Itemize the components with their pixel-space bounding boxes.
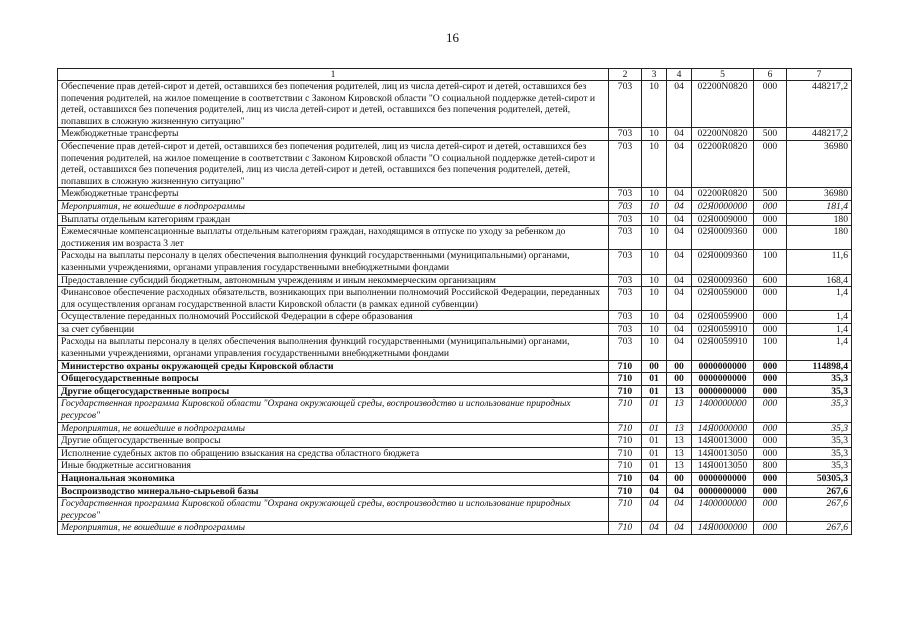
- target-article-code-cell: 02Я0059910: [692, 323, 754, 336]
- table-row: [58, 188, 852, 201]
- subsection-code-cell: 13: [667, 435, 692, 448]
- expense-type-code-cell: 000: [754, 213, 787, 226]
- subsection-code-cell: 00: [667, 360, 692, 373]
- section-code-cell: 04: [642, 473, 667, 486]
- table-row: [58, 498, 852, 522]
- ministry-code-cell: 710: [609, 422, 642, 435]
- subsection-code-cell: 13: [667, 385, 692, 398]
- row-name-cell: Расходы на выплаты персоналу в целях обеспечения выполнения функций государственными (муниципальными) органами, казенными учреждениями, органами управления государственными внебюджетными фондами: [58, 336, 609, 360]
- table-row: [58, 287, 852, 311]
- subsection-code-cell: 04: [667, 323, 692, 336]
- page-number: 16: [446, 30, 459, 45]
- subsection-code-cell: 04: [667, 226, 692, 250]
- row-name-cell: Межбюджетные трансферты: [58, 128, 609, 141]
- expense-type-code-cell: 000: [754, 485, 787, 498]
- row-name-cell: Воспроизводство минерально-сырьевой базы: [58, 485, 609, 498]
- ministry-code-cell: 710: [609, 398, 642, 422]
- subsection-code-cell: 04: [667, 140, 692, 187]
- row-name-cell: Министерство охраны окружающей среды Кировской области: [58, 360, 609, 373]
- section-code-cell: 01: [642, 447, 667, 460]
- table-row: [58, 336, 852, 360]
- ministry-code-cell: 703: [609, 311, 642, 324]
- section-code-cell: 10: [642, 323, 667, 336]
- subsection-code-cell: 04: [667, 336, 692, 360]
- section-code-cell: 01: [642, 435, 667, 448]
- target-article-code-cell: 02Я0000000: [692, 200, 754, 213]
- row-name-cell: Ежемесячные компенсационные выплаты отдельным категориям граждан, находящимся в отпуске по уходу за ребенком до достижения им возраста 3 лет: [58, 226, 609, 250]
- subsection-code-cell: 04: [667, 274, 692, 287]
- row-name-cell: Предоставление субсидий бюджетным, автономным учреждениям и иным некоммерческим организациям: [58, 274, 609, 287]
- row-name-cell: Национальная экономика: [58, 473, 609, 486]
- table-row: [58, 398, 852, 422]
- ministry-code-cell: 703: [609, 200, 642, 213]
- subsection-code-cell: 13: [667, 460, 692, 473]
- target-article-code-cell: 14Я0013050: [692, 447, 754, 460]
- table-row: [58, 422, 852, 435]
- row-name-cell: Другие общегосударственные вопросы: [58, 435, 609, 448]
- row-name-cell: Мероприятия, не вошедшие в подпрограммы: [58, 200, 609, 213]
- amount-cell: 35,3: [787, 385, 852, 398]
- row-name-cell: Государственная программа Кировской области "Охрана окружающей среды, воспроизводство и использование природных ресурсов": [58, 398, 609, 422]
- ministry-code-cell: 710: [609, 485, 642, 498]
- ministry-code-cell: 703: [609, 226, 642, 250]
- target-article-code-cell: 1400000000: [692, 498, 754, 522]
- expense-type-code-cell: 000: [754, 140, 787, 187]
- ministry-code-cell: 710: [609, 498, 642, 522]
- expense-type-code-cell: 000: [754, 435, 787, 448]
- row-name-cell: Расходы на выплаты персоналу в целях обеспечения выполнения функций государственными (муниципальными) органами, казенными учреждениями, органами управления государственными внебюджетными фондами: [58, 250, 609, 274]
- section-code-cell: 10: [642, 226, 667, 250]
- section-code-cell: 10: [642, 274, 667, 287]
- target-article-code-cell: 02Я0009360: [692, 226, 754, 250]
- table-row: [58, 485, 852, 498]
- amount-cell: 35,3: [787, 435, 852, 448]
- ministry-code-cell: 710: [609, 447, 642, 460]
- amount-cell: 35,3: [787, 373, 852, 386]
- subsection-code-cell: 04: [667, 287, 692, 311]
- section-code-cell: 10: [642, 128, 667, 141]
- target-article-code-cell: 02Я0059910: [692, 336, 754, 360]
- section-code-cell: 10: [642, 188, 667, 201]
- target-article-code-cell: 14Я0013000: [692, 435, 754, 448]
- table-row: [58, 200, 852, 213]
- table-row: [58, 323, 852, 336]
- subsection-code-cell: 00: [667, 373, 692, 386]
- table-row: [58, 373, 852, 386]
- row-name-cell: Государственная программа Кировской области "Охрана окружающей среды, воспроизводство и использование природных ресурсов": [58, 498, 609, 522]
- column-header: 7: [787, 69, 852, 81]
- row-name-cell: Мероприятия, не вошедшие в подпрограммы: [58, 522, 609, 535]
- subsection-code-cell: 04: [667, 485, 692, 498]
- ministry-code-cell: 703: [609, 250, 642, 274]
- row-name-cell: Выплаты отдельным категориям граждан: [58, 213, 609, 226]
- subsection-code-cell: 13: [667, 398, 692, 422]
- section-code-cell: 10: [642, 311, 667, 324]
- ministry-code-cell: 703: [609, 128, 642, 141]
- amount-cell: 267,6: [787, 498, 852, 522]
- expense-type-code-cell: 000: [754, 398, 787, 422]
- section-code-cell: 01: [642, 422, 667, 435]
- section-code-cell: 04: [642, 485, 667, 498]
- amount-cell: 36980: [787, 140, 852, 187]
- expense-type-code-cell: 500: [754, 188, 787, 201]
- amount-cell: 181,4: [787, 200, 852, 213]
- column-header: 3: [642, 69, 667, 81]
- ministry-code-cell: 703: [609, 287, 642, 311]
- target-article-code-cell: 02200R0820: [692, 188, 754, 201]
- row-name-cell: Финансовое обеспечение расходных обязательств, возникающих при выполнении полномочий Российской Федерации, переданных для осуществления органам государственной власти Кировской области (в рамках единой субвенции): [58, 287, 609, 311]
- expense-type-code-cell: 000: [754, 422, 787, 435]
- amount-cell: 267,6: [787, 522, 852, 535]
- target-article-code-cell: 0000000000: [692, 485, 754, 498]
- row-name-cell: Общегосударственные вопросы: [58, 373, 609, 386]
- row-name-cell: Обеспечение прав детей-сирот и детей, оставшихся без попечения родителей, лиц из числа детей-сирот и детей, оставшихся без попечения родителей, на жилое помещение в соответствии с Законом Кировской области "О социальной поддержке детей-сирот и детей, оставшихся без попечения родителей, лиц из числа детей-сирот и детей, оставшихся без попечения родителей, детей, попавших в сложную жизненную ситуацию": [58, 140, 609, 187]
- table-row: [58, 128, 852, 141]
- subsection-code-cell: 04: [667, 498, 692, 522]
- section-code-cell: 10: [642, 287, 667, 311]
- row-name-cell: Исполнение судебных актов по обращению взыскания на средства областного бюджета: [58, 447, 609, 460]
- amount-cell: 267,6: [787, 485, 852, 498]
- budget-table: [57, 68, 852, 535]
- amount-cell: 11,6: [787, 250, 852, 274]
- target-article-code-cell: 0000000000: [692, 360, 754, 373]
- section-code-cell: 10: [642, 140, 667, 187]
- section-code-cell: 10: [642, 250, 667, 274]
- table-row: [58, 460, 852, 473]
- row-name-cell: Другие общегосударственные вопросы: [58, 385, 609, 398]
- row-name-cell: Осуществление переданных полномочий Российской Федерации в сфере образования: [58, 311, 609, 324]
- ministry-code-cell: 710: [609, 385, 642, 398]
- target-article-code-cell: 02Я0009360: [692, 274, 754, 287]
- ministry-code-cell: 703: [609, 274, 642, 287]
- section-code-cell: 10: [642, 336, 667, 360]
- ministry-code-cell: 703: [609, 213, 642, 226]
- amount-cell: 1,4: [787, 311, 852, 324]
- table-row: [58, 360, 852, 373]
- column-header: 1: [58, 69, 609, 81]
- target-article-code-cell: 02200N0820: [692, 81, 754, 128]
- amount-cell: 35,3: [787, 398, 852, 422]
- amount-cell: 36980: [787, 188, 852, 201]
- subsection-code-cell: 13: [667, 447, 692, 460]
- target-article-code-cell: 14Я0013050: [692, 460, 754, 473]
- amount-cell: 35,3: [787, 422, 852, 435]
- row-name-cell: Межбюджетные трансферты: [58, 188, 609, 201]
- table-row: [58, 81, 852, 128]
- ministry-code-cell: 703: [609, 323, 642, 336]
- section-code-cell: 10: [642, 200, 667, 213]
- section-code-cell: 04: [642, 522, 667, 535]
- expense-type-code-cell: 000: [754, 473, 787, 486]
- section-code-cell: 01: [642, 385, 667, 398]
- expense-type-code-cell: 000: [754, 385, 787, 398]
- table-row: [58, 226, 852, 250]
- subsection-code-cell: 04: [667, 200, 692, 213]
- subsection-code-cell: 04: [667, 311, 692, 324]
- amount-cell: 168,4: [787, 274, 852, 287]
- row-name-cell: Иные бюджетные ассигнования: [58, 460, 609, 473]
- expense-type-code-cell: 000: [754, 522, 787, 535]
- table-body: [58, 81, 852, 535]
- target-article-code-cell: 0000000000: [692, 373, 754, 386]
- expense-type-code-cell: 000: [754, 373, 787, 386]
- expense-type-code-cell: 000: [754, 323, 787, 336]
- table-row: [58, 274, 852, 287]
- subsection-code-cell: 04: [667, 128, 692, 141]
- section-code-cell: 01: [642, 398, 667, 422]
- ministry-code-cell: 710: [609, 473, 642, 486]
- table-row: [58, 250, 852, 274]
- table-row: [58, 311, 852, 324]
- subsection-code-cell: 04: [667, 81, 692, 128]
- amount-cell: 50305,3: [787, 473, 852, 486]
- expense-type-code-cell: 800: [754, 460, 787, 473]
- amount-cell: 448217,2: [787, 81, 852, 128]
- table-row: [58, 447, 852, 460]
- expense-type-code-cell: 000: [754, 498, 787, 522]
- amount-cell: 448217,2: [787, 128, 852, 141]
- subsection-code-cell: 04: [667, 250, 692, 274]
- ministry-code-cell: 703: [609, 140, 642, 187]
- ministry-code-cell: 703: [609, 188, 642, 201]
- section-code-cell: 10: [642, 213, 667, 226]
- column-header: 5: [692, 69, 754, 81]
- subsection-code-cell: 04: [667, 213, 692, 226]
- expense-type-code-cell: 000: [754, 200, 787, 213]
- expense-type-code-cell: 500: [754, 128, 787, 141]
- row-name-cell: за счет субвенции: [58, 323, 609, 336]
- expense-type-code-cell: 000: [754, 226, 787, 250]
- ministry-code-cell: 710: [609, 435, 642, 448]
- table-row: [58, 522, 852, 535]
- column-header: 6: [754, 69, 787, 81]
- column-header: 2: [609, 69, 642, 81]
- target-article-code-cell: 0000000000: [692, 473, 754, 486]
- target-article-code-cell: 1400000000: [692, 398, 754, 422]
- target-article-code-cell: 02Я0059900: [692, 311, 754, 324]
- expense-type-code-cell: 600: [754, 274, 787, 287]
- amount-cell: 1,4: [787, 287, 852, 311]
- subsection-code-cell: 04: [667, 522, 692, 535]
- expense-type-code-cell: 100: [754, 250, 787, 274]
- amount-cell: 1,4: [787, 323, 852, 336]
- ministry-code-cell: 703: [609, 336, 642, 360]
- expense-type-code-cell: 000: [754, 447, 787, 460]
- target-article-code-cell: 02200R0820: [692, 140, 754, 187]
- row-name-cell: Мероприятия, не вошедшие в подпрограммы: [58, 422, 609, 435]
- section-code-cell: 10: [642, 81, 667, 128]
- expense-type-code-cell: 000: [754, 287, 787, 311]
- ministry-code-cell: 710: [609, 460, 642, 473]
- target-article-code-cell: 02Я0009360: [692, 250, 754, 274]
- ministry-code-cell: 710: [609, 360, 642, 373]
- table-row: [58, 385, 852, 398]
- table-header-row: [58, 69, 852, 81]
- expense-type-code-cell: 000: [754, 360, 787, 373]
- section-code-cell: 00: [642, 360, 667, 373]
- expense-type-code-cell: 000: [754, 311, 787, 324]
- amount-cell: 1,4: [787, 336, 852, 360]
- expense-type-code-cell: 100: [754, 336, 787, 360]
- section-code-cell: 01: [642, 373, 667, 386]
- target-article-code-cell: 14Я0000000: [692, 422, 754, 435]
- ministry-code-cell: 710: [609, 522, 642, 535]
- target-article-code-cell: 02Я0059000: [692, 287, 754, 311]
- target-article-code-cell: 02200N0820: [692, 128, 754, 141]
- amount-cell: 114898,4: [787, 360, 852, 373]
- amount-cell: 180: [787, 226, 852, 250]
- column-header: 4: [667, 69, 692, 81]
- subsection-code-cell: 13: [667, 422, 692, 435]
- subsection-code-cell: 04: [667, 188, 692, 201]
- target-article-code-cell: 14Я0000000: [692, 522, 754, 535]
- target-article-code-cell: 02Я0009000: [692, 213, 754, 226]
- amount-cell: 180: [787, 213, 852, 226]
- table-row: [58, 213, 852, 226]
- table-row: [58, 140, 852, 187]
- expense-type-code-cell: 000: [754, 81, 787, 128]
- ministry-code-cell: 710: [609, 373, 642, 386]
- subsection-code-cell: 00: [667, 473, 692, 486]
- amount-cell: 35,3: [787, 447, 852, 460]
- section-code-cell: 04: [642, 498, 667, 522]
- row-name-cell: Обеспечение прав детей-сирот и детей, оставшихся без попечения родителей, лиц из числа детей-сирот и детей, оставшихся без попечения родителей, на жилое помещение в соответствии с Законом Кировской области "О социальной поддержке детей-сирот и детей, оставшихся без попечения родителей, лиц из числа детей-сирот и детей, оставшихся без попечения родителей, детей, попавших в сложную жизненную ситуацию": [58, 81, 609, 128]
- target-article-code-cell: 0000000000: [692, 385, 754, 398]
- section-code-cell: 01: [642, 460, 667, 473]
- amount-cell: 35,3: [787, 460, 852, 473]
- table-row: [58, 473, 852, 486]
- table-row: [58, 435, 852, 448]
- ministry-code-cell: 703: [609, 81, 642, 128]
